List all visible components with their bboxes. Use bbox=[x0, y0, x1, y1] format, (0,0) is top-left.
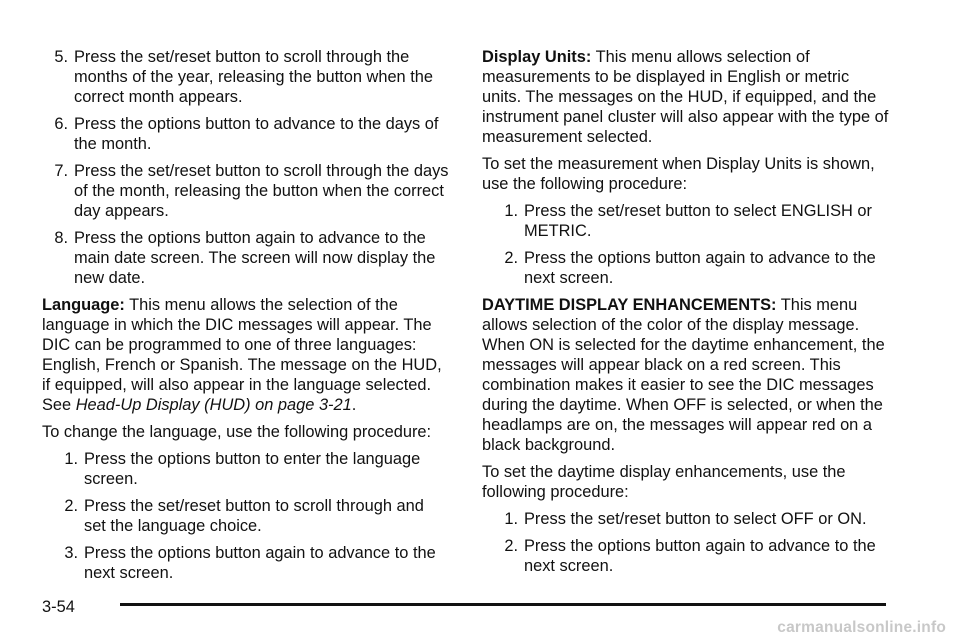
step-text: Press the set/reset button to scroll through the days of the month, releasing the button when the correct day appears. bbox=[74, 162, 449, 220]
step-number: 7. bbox=[54, 162, 68, 180]
list-item bbox=[42, 543, 450, 583]
step-number: 8. bbox=[54, 229, 68, 247]
page-number: 3-54 bbox=[42, 598, 75, 616]
step-number: 1. bbox=[504, 510, 518, 528]
step-text: Press the set/reset button to select OFF or ON. bbox=[524, 510, 867, 528]
step-number: 3. bbox=[64, 544, 78, 562]
step-text: Press the options button again to advance to the next screen. bbox=[84, 544, 436, 582]
units-body: This menu allows selection of measurements to be displayed in English or metric units. The messages on the HUD, if equipped, and the instrument panel cluster will also appear with the type of measurement selected. bbox=[482, 48, 889, 146]
units-heading: Display Units: bbox=[482, 48, 592, 66]
step-text: Press the set/reset button to select ENGLISH or METRIC. bbox=[524, 202, 873, 240]
daytime-heading: DAYTIME DISPLAY ENHANCEMENTS: bbox=[482, 296, 777, 314]
language-end: . bbox=[351, 396, 357, 414]
language-body: This menu allows the selection of the language in which the DIC messages will appear. The DIC can be programmed to one of three languages: English, French or Spanish. The message on the HUD, if equipped, will also appear in the language selected. See bbox=[42, 296, 442, 414]
step-text: Press the set/reset button to scroll through and set the language choice. bbox=[84, 497, 424, 535]
units-intro: To set the measurement when Display Units is shown, use the following procedure: bbox=[482, 155, 875, 193]
step-number: 2. bbox=[64, 497, 78, 515]
step-number: 6. bbox=[54, 115, 68, 133]
hud-reference-link: Head-Up Display (HUD) on page 3-21 bbox=[75, 396, 352, 414]
step-number: 5. bbox=[54, 48, 68, 66]
daytime-body: This menu allows selection of the color of the display message. When ON is selected for the daytime enhancement, the messages will appear black on a red screen. This combination makes it easier to see the DIC messages during the daytime. When OFF is selected, or when the headlamps are on, the messages will appear red on a black background. bbox=[482, 296, 885, 454]
units-paragraph bbox=[482, 47, 892, 147]
language-steps-list bbox=[42, 449, 450, 583]
watermark: carmanualsonline.info bbox=[777, 619, 946, 636]
list-item bbox=[42, 47, 450, 107]
list-item bbox=[42, 228, 450, 288]
list-item bbox=[42, 114, 450, 154]
step-number: 1. bbox=[504, 202, 518, 220]
left-column bbox=[42, 47, 450, 590]
date-steps-list bbox=[42, 47, 450, 288]
list-item bbox=[482, 201, 892, 241]
language-paragraph bbox=[42, 295, 450, 415]
list-item bbox=[42, 449, 450, 489]
footer-rule bbox=[120, 603, 886, 606]
daytime-intro: To set the daytime display enhancements, use the following procedure: bbox=[482, 463, 846, 501]
list-item bbox=[482, 509, 892, 529]
list-item bbox=[482, 248, 892, 288]
step-text: Press the set/reset button to scroll through the months of the year, releasing the button when the correct month appears. bbox=[74, 48, 434, 106]
language-heading: Language: bbox=[42, 296, 125, 314]
daytime-steps-list bbox=[482, 509, 892, 576]
step-text: Press the options button again to advance to the next screen. bbox=[524, 537, 876, 575]
step-number: 2. bbox=[504, 537, 518, 555]
step-text: Press the options button to advance to the days of the month. bbox=[74, 115, 439, 153]
list-item bbox=[42, 496, 450, 536]
step-text: Press the options button again to advance to the next screen. bbox=[524, 249, 876, 287]
step-number: 1. bbox=[64, 450, 78, 468]
list-item bbox=[482, 536, 892, 576]
right-column bbox=[482, 47, 892, 583]
step-number: 2. bbox=[504, 249, 518, 267]
language-intro: To change the language, use the following procedure: bbox=[42, 423, 432, 441]
daytime-paragraph bbox=[482, 295, 892, 455]
step-text: Press the options button again to advance to the main date screen. The screen will now display the new date. bbox=[74, 229, 436, 287]
step-text: Press the options button to enter the language screen. bbox=[84, 450, 421, 488]
list-item bbox=[42, 161, 450, 221]
units-steps-list bbox=[482, 201, 892, 288]
